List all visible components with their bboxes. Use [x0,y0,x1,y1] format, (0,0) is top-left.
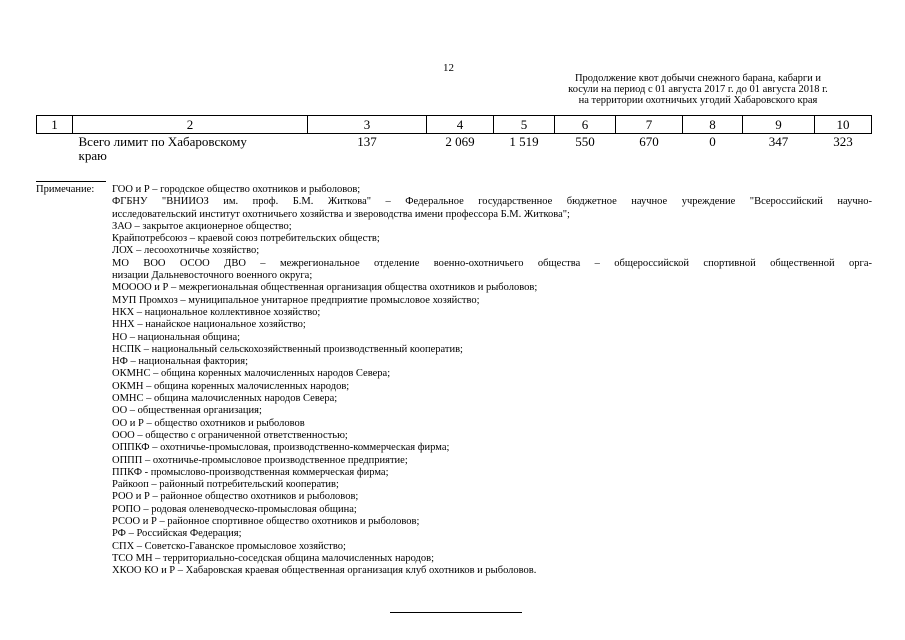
note-item: ОППКФ – охотничье-промысловая, производственно-коммерческая фирма; [112,442,450,454]
continuation-title-line: Продолжение квот добычи снежного барана, кабарги и [574,73,822,84]
table-cell: 323 [833,134,853,149]
note-item: ОКМН – община коренных малочисленных народов; [112,380,350,392]
note-item: ГОО и Р – городское общество охотников и рыболовов; [112,184,361,195]
column-number: 5 [494,116,555,134]
notes-list [112,184,872,578]
table-cell: 670 [639,134,659,149]
note-item: Крайпотребсоюз – краевой союз потребительских обществ; [112,233,380,245]
end-separator [390,612,522,613]
note-item: НСПК – национальный сельскохозяйственный производственный кооператив; [112,343,463,355]
note-item: МО ВОО ОСОО ДВО – межрегиональное отделение военно-охотничьего общества – общероссийской спортивной общественной орга- [112,257,872,269]
note-item: ФГБНУ "ВНИИОЗ им. проф. Б.М. Житкова" – Федеральное государственное бюджетное научное учреждение "Всероссийский научно- [112,196,872,208]
note-item: ППКФ - промыслово-производственная коммерческая фирма; [112,466,389,478]
note-item: ОО – общественная организация; [112,405,262,417]
column-number: 8 [683,116,743,134]
note-item: МУП Промхоз – муниципальное унитарное предприятие промысловое хозяйство; [112,294,480,306]
column-number: 1 [37,116,73,134]
table-cell: 0 [709,134,716,149]
column-number: 7 [616,116,683,134]
footnote-separator [36,181,106,182]
column-number: 4 [427,116,494,134]
note-item: НФ – национальная фактория; [112,356,249,368]
column-number: 2 [73,116,308,134]
quota-table [36,115,872,163]
note-item: ОКМНС – община коренных малочисленных народов Севера; [112,368,391,380]
table-row [37,134,872,164]
note-item: ОППП – охотничье-промысловое производственное предприятие; [112,454,408,466]
table-cell: 1 519 [509,134,539,149]
note-item: РСОО и Р – районное спортивное общество охотников и рыболовов; [112,516,420,528]
note-item: ООО – общество с ограниченной ответственностью; [112,429,348,441]
notes-prefix: Примечание: [36,184,95,195]
note-item: СПХ – Советско-Гаванское промысловое хозяйство; [112,540,346,552]
table-cell: 347 [768,134,789,149]
note-item: Райкооп – районный потребительский кооператив; [112,479,339,491]
note-item: НКХ – национальное коллективное хозяйство; [112,306,321,318]
table-cell-empty [37,134,73,164]
row-label-line: краю [78,148,107,163]
column-number: 6 [555,116,616,134]
note-item: ОМНС – община малочисленных народов Севера; [112,393,338,405]
note-item: низации Дальневосточного военного округа; [112,270,313,282]
row-label [73,134,308,164]
note-item: ТСО МН – территориально-соседская община малочисленных народов; [112,552,434,564]
table-cell: 2 069 [445,134,475,149]
note-item: РОПО – родовая оленеводческо-промысловая община; [112,503,357,515]
note-item: ОО и Р – общество охотников и рыболовов [112,417,305,429]
column-number: 9 [743,116,815,134]
page-number: 12 [443,62,454,74]
note-item: НО – национальная община; [112,331,241,343]
note-item: МОООО и Р – межрегиональная общественная организация общества охотников и рыболовов; [112,282,538,294]
table-cell: 550 [575,134,595,149]
column-number: 3 [308,116,427,134]
note-item: РОО и Р – районное общество охотников и рыболовов; [112,491,359,503]
row-label-line: Всего лимит по Хабаровскому [78,134,247,149]
continuation-title [528,73,868,106]
table-header-row [37,116,872,134]
continuation-title-line: косули на период с 01 августа 2017 г. до 01 августа 2018 г. [568,84,828,95]
table-cell: 137 [357,134,377,149]
continuation-title-line: на территории охотничьих угодий Хабаровского края [578,95,818,106]
note-item: исследовательский институт охотничьего хозяйства и звероводства имени профессора Б.М. Житкова"; [112,208,570,220]
note-item: ЗАО – закрытое акционерное общество; [112,220,292,232]
note-item: РФ – Российская Федерация; [112,528,242,540]
column-number: 10 [815,116,872,134]
note-item: ХКОО КО и Р – Хабаровская краевая общественная организация клуб охотников и рыболовов. [112,565,537,577]
note-item: ННХ – нанайское национальное хозяйство; [112,319,306,331]
note-item: ЛОХ – лесоохотничье хозяйство; [112,245,260,257]
